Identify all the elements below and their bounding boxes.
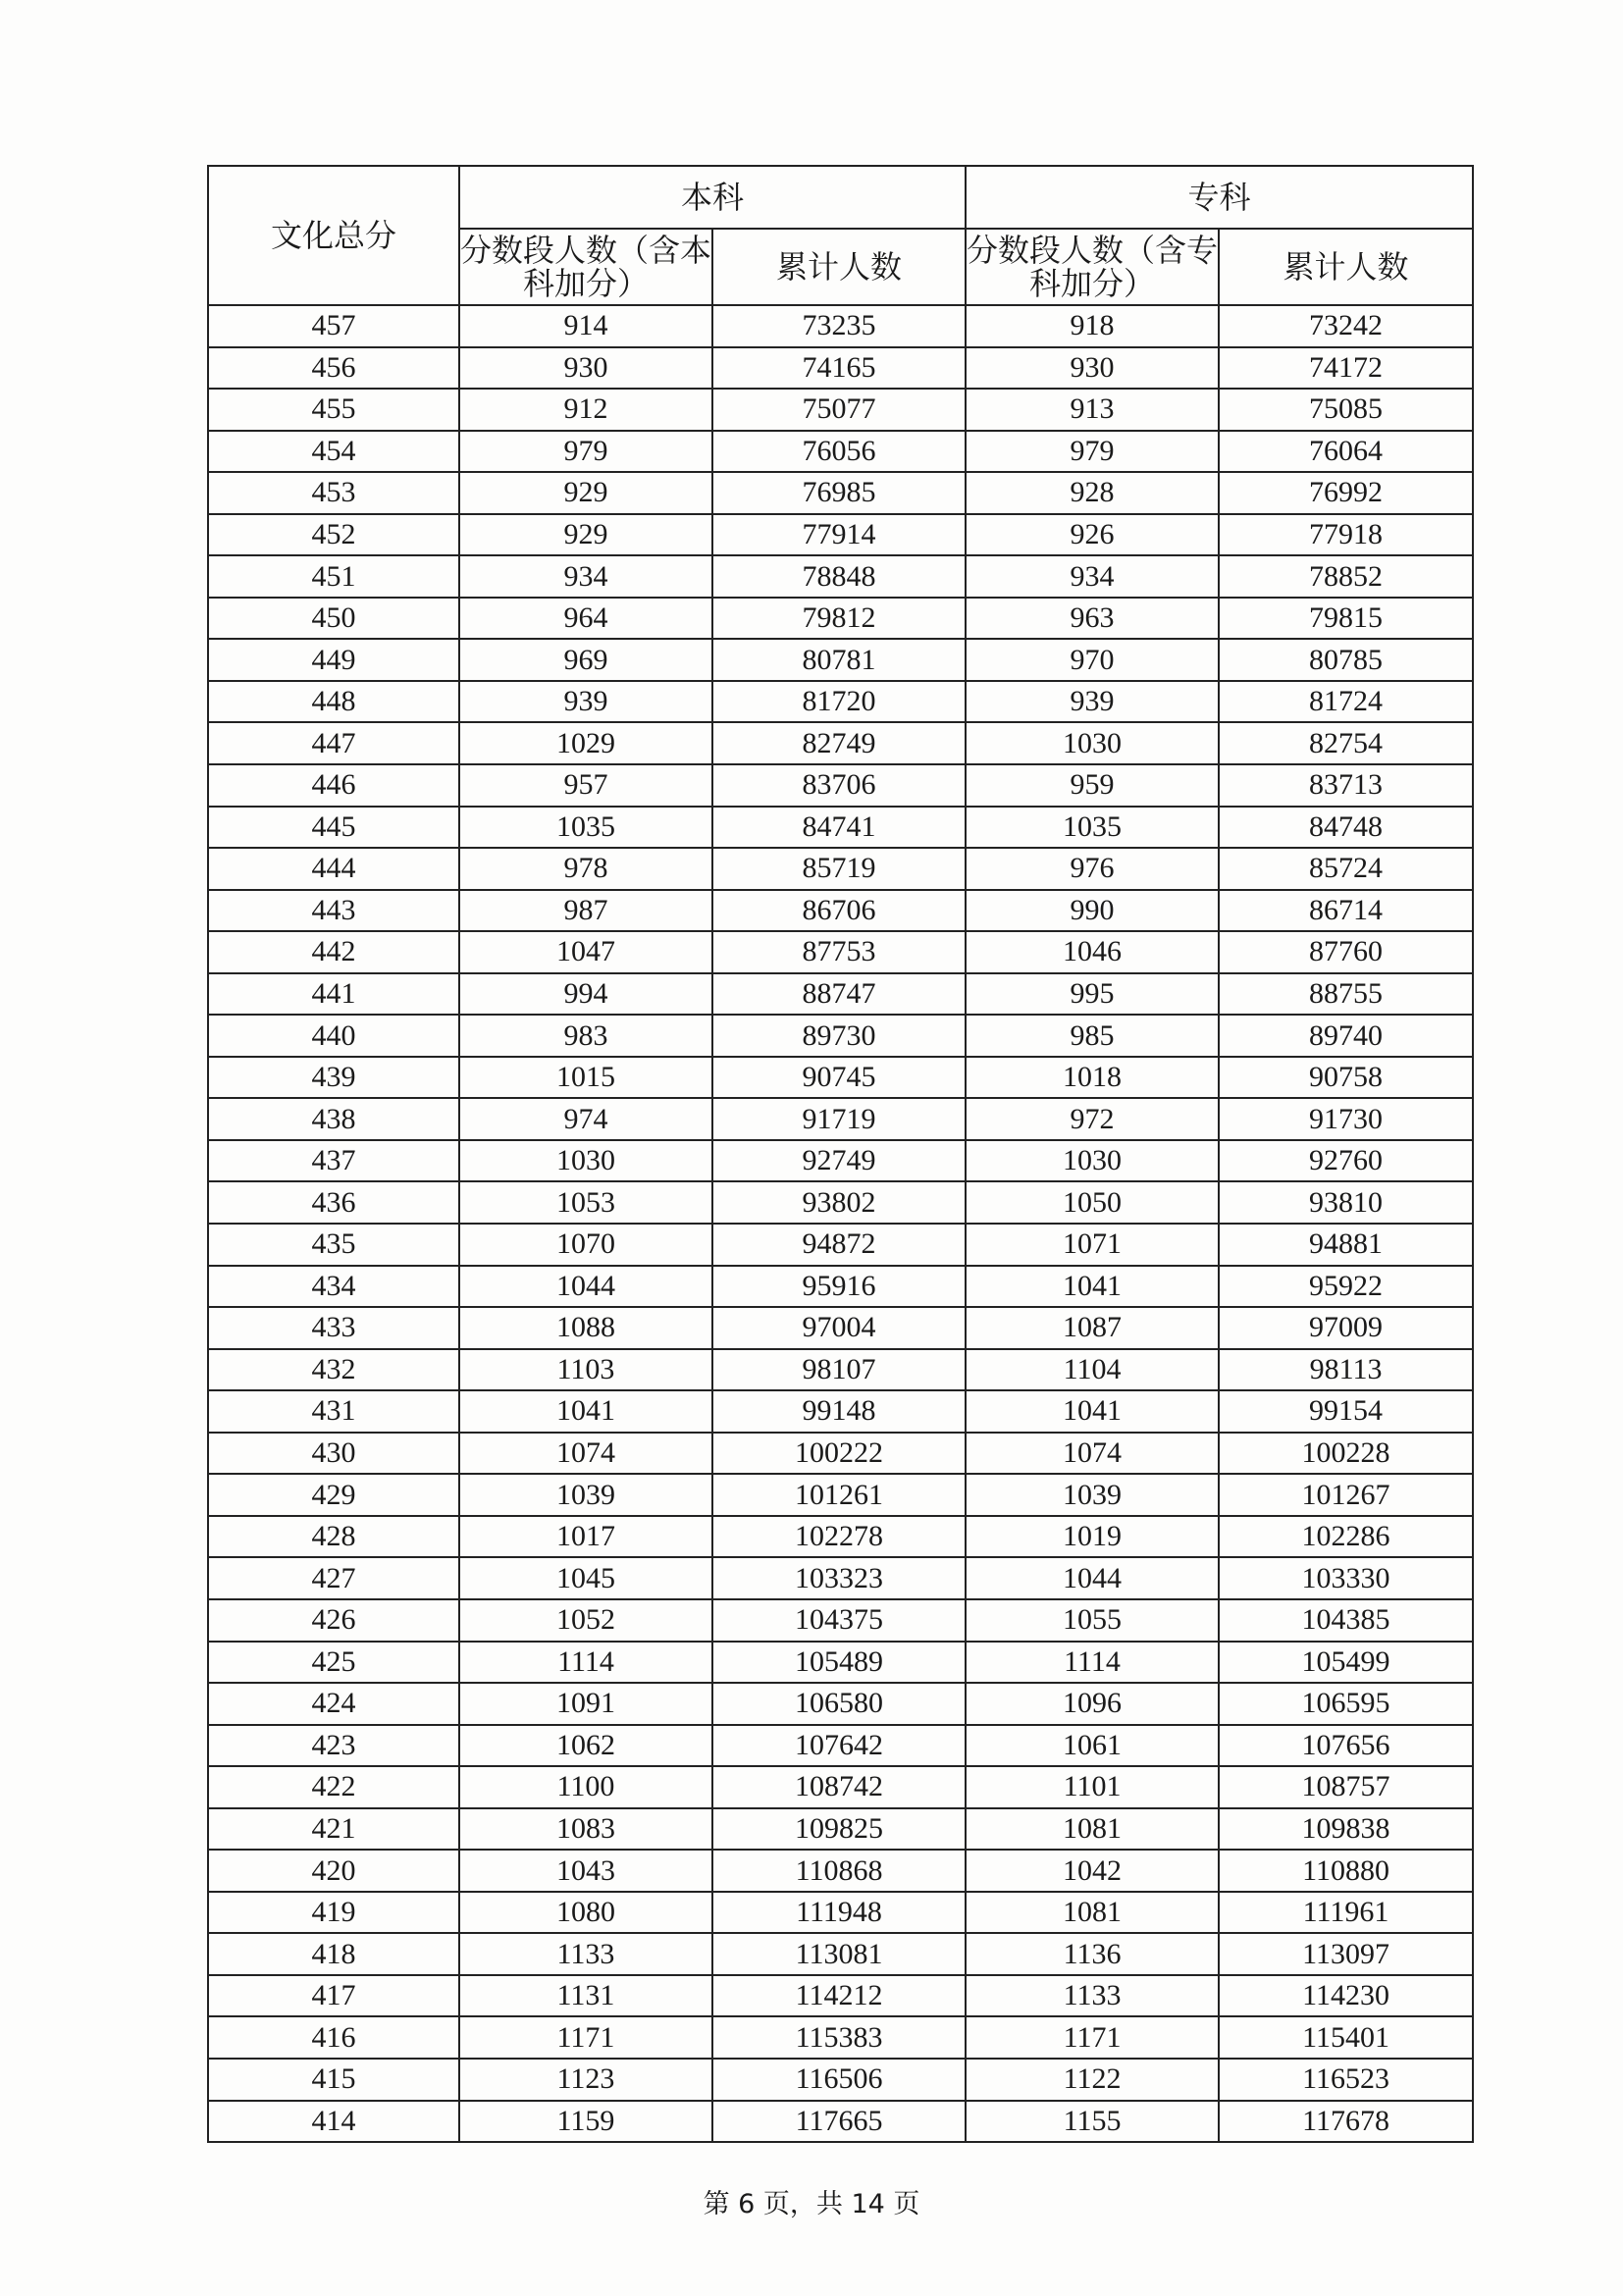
junior-college-cumulative-cell: 104385 (1219, 1599, 1473, 1642)
undergraduate-cumulative-cell: 79812 (712, 598, 966, 640)
junior-college-cumulative-cell: 87760 (1219, 931, 1473, 973)
undergraduate-cumulative-cell: 115383 (712, 2016, 966, 2059)
junior-college-count-cell: 1030 (966, 722, 1219, 764)
table-row (208, 431, 1473, 473)
junior-college-count-cell: 939 (966, 681, 1219, 723)
junior-college-cumulative-cell: 116523 (1219, 2059, 1473, 2101)
table-row (208, 681, 1473, 723)
junior-college-cumulative-cell: 89740 (1219, 1015, 1473, 1057)
table-row (208, 1015, 1473, 1057)
junior-college-count-cell: 1046 (966, 931, 1219, 973)
junior-college-count-cell: 1104 (966, 1349, 1219, 1391)
undergraduate-cumulative-cell: 104375 (712, 1599, 966, 1642)
junior-college-count-cell: 1136 (966, 1933, 1219, 1975)
undergraduate-cumulative-cell: 92749 (712, 1140, 966, 1182)
junior-college-count-cell: 1133 (966, 1975, 1219, 2017)
score-cell: 429 (208, 1474, 459, 1516)
score-cell: 453 (208, 472, 459, 514)
score-cell: 443 (208, 890, 459, 932)
junior-college-cumulative-cell: 102286 (1219, 1516, 1473, 1558)
table-row (208, 598, 1473, 640)
table-row (208, 1975, 1473, 2017)
junior-college-count-cell: 1019 (966, 1516, 1219, 1558)
score-cell: 424 (208, 1683, 459, 1725)
table-row (208, 1766, 1473, 1808)
junior-college-count-cell: 1081 (966, 1808, 1219, 1851)
undergraduate-count-cell: 1030 (459, 1140, 712, 1182)
table-row (208, 472, 1473, 514)
junior-college-cumulative-cell: 81724 (1219, 681, 1473, 723)
table-row (208, 1474, 1473, 1516)
junior-college-count-cell: 1074 (966, 1433, 1219, 1475)
score-cell: 455 (208, 389, 459, 431)
junior-college-cumulative-cell: 115401 (1219, 2016, 1473, 2059)
undergraduate-cumulative-cell: 97004 (712, 1307, 966, 1349)
junior-college-cumulative-cell: 76064 (1219, 431, 1473, 473)
junior-college-count-cell: 1050 (966, 1181, 1219, 1224)
undergraduate-count-cell: 983 (459, 1015, 712, 1057)
table-row (208, 1933, 1473, 1975)
junior-college-count-cell: 1081 (966, 1892, 1219, 1934)
header-junior-college-cumulative: 累计人数 (1219, 229, 1473, 305)
table-row (208, 2101, 1473, 2143)
undergraduate-cumulative-cell: 108742 (712, 1766, 966, 1808)
table-row (208, 305, 1473, 347)
junior-college-count-cell: 926 (966, 514, 1219, 556)
junior-college-cumulative-cell: 86714 (1219, 890, 1473, 932)
undergraduate-count-cell: 1045 (459, 1557, 712, 1599)
table-row (208, 1140, 1473, 1182)
table-row (208, 1642, 1473, 1684)
score-cell: 439 (208, 1057, 459, 1099)
score-cell: 435 (208, 1224, 459, 1266)
undergraduate-cumulative-cell: 76056 (712, 431, 966, 473)
junior-college-cumulative-cell: 98113 (1219, 1349, 1473, 1391)
junior-college-count-cell: 1035 (966, 807, 1219, 849)
undergraduate-cumulative-cell: 83706 (712, 764, 966, 807)
undergraduate-count-cell: 979 (459, 431, 712, 473)
score-cell: 448 (208, 681, 459, 723)
junior-college-cumulative-cell: 79815 (1219, 598, 1473, 640)
table-row (208, 1181, 1473, 1224)
junior-college-count-cell: 1041 (966, 1266, 1219, 1308)
junior-college-cumulative-cell: 103330 (1219, 1557, 1473, 1599)
table-row (208, 1892, 1473, 1934)
junior-college-cumulative-cell: 78852 (1219, 555, 1473, 598)
junior-college-count-cell: 930 (966, 347, 1219, 390)
undergraduate-count-cell: 914 (459, 305, 712, 347)
junior-college-count-cell: 1155 (966, 2101, 1219, 2143)
undergraduate-count-cell: 1133 (459, 1933, 712, 1975)
junior-college-cumulative-cell: 83713 (1219, 764, 1473, 807)
score-cell: 414 (208, 2101, 459, 2143)
junior-college-count-cell: 918 (966, 305, 1219, 347)
table-row (208, 1850, 1473, 1892)
junior-college-cumulative-cell: 75085 (1219, 389, 1473, 431)
score-cell: 441 (208, 973, 459, 1016)
undergraduate-count-cell: 930 (459, 347, 712, 390)
junior-college-count-cell: 1030 (966, 1140, 1219, 1182)
junior-college-count-cell: 934 (966, 555, 1219, 598)
score-cell: 447 (208, 722, 459, 764)
table-row (208, 555, 1473, 598)
junior-college-cumulative-cell: 77918 (1219, 514, 1473, 556)
junior-college-count-cell: 1171 (966, 2016, 1219, 2059)
table-row (208, 931, 1473, 973)
score-cell: 449 (208, 639, 459, 681)
junior-college-cumulative-cell: 108757 (1219, 1766, 1473, 1808)
undergraduate-count-cell: 1062 (459, 1725, 712, 1767)
undergraduate-cumulative-cell: 86706 (712, 890, 966, 932)
junior-college-cumulative-cell: 99154 (1219, 1390, 1473, 1433)
score-cell: 433 (208, 1307, 459, 1349)
undergraduate-cumulative-cell: 80781 (712, 639, 966, 681)
score-cell: 427 (208, 1557, 459, 1599)
undergraduate-count-cell: 1035 (459, 807, 712, 849)
score-cell: 425 (208, 1642, 459, 1684)
junior-college-cumulative-cell: 105499 (1219, 1642, 1473, 1684)
undergraduate-cumulative-cell: 116506 (712, 2059, 966, 2101)
undergraduate-cumulative-cell: 109825 (712, 1808, 966, 1851)
undergraduate-cumulative-cell: 117665 (712, 2101, 966, 2143)
junior-college-cumulative-cell: 117678 (1219, 2101, 1473, 2143)
score-cell: 454 (208, 431, 459, 473)
junior-college-cumulative-cell: 109838 (1219, 1808, 1473, 1851)
undergraduate-count-cell: 987 (459, 890, 712, 932)
junior-college-count-cell: 995 (966, 973, 1219, 1016)
table-row (208, 1725, 1473, 1767)
score-cell: 432 (208, 1349, 459, 1391)
junior-college-cumulative-cell: 95922 (1219, 1266, 1473, 1308)
score-cell: 416 (208, 2016, 459, 2059)
undergraduate-count-cell: 1123 (459, 2059, 712, 2101)
undergraduate-cumulative-cell: 101261 (712, 1474, 966, 1516)
junior-college-cumulative-cell: 106595 (1219, 1683, 1473, 1725)
junior-college-count-cell: 1018 (966, 1057, 1219, 1099)
undergraduate-cumulative-cell: 106580 (712, 1683, 966, 1725)
undergraduate-count-cell: 929 (459, 472, 712, 514)
header-undergraduate-count: 分数段人数（含本科加分） (459, 229, 712, 305)
score-cell: 442 (208, 931, 459, 973)
undergraduate-cumulative-cell: 98107 (712, 1349, 966, 1391)
junior-college-cumulative-cell: 94881 (1219, 1224, 1473, 1266)
header-total-score: 文化总分 (208, 166, 459, 305)
table-row (208, 1349, 1473, 1391)
undergraduate-cumulative-cell: 77914 (712, 514, 966, 556)
undergraduate-count-cell: 929 (459, 514, 712, 556)
junior-college-count-cell: 1042 (966, 1850, 1219, 1892)
score-cell: 438 (208, 1098, 459, 1140)
undergraduate-count-cell: 1047 (459, 931, 712, 973)
undergraduate-count-cell: 1114 (459, 1642, 712, 1684)
junior-college-count-cell: 913 (966, 389, 1219, 431)
undergraduate-cumulative-cell: 94872 (712, 1224, 966, 1266)
undergraduate-cumulative-cell: 114212 (712, 1975, 966, 2017)
junior-college-cumulative-cell: 111961 (1219, 1892, 1473, 1934)
header-undergraduate: 本科 (459, 166, 966, 229)
undergraduate-cumulative-cell: 95916 (712, 1266, 966, 1308)
junior-college-count-cell: 1041 (966, 1390, 1219, 1433)
undergraduate-count-cell: 1052 (459, 1599, 712, 1642)
undergraduate-cumulative-cell: 81720 (712, 681, 966, 723)
page-number: 第 6 页，共 14 页 (703, 2189, 920, 2219)
score-cell: 456 (208, 347, 459, 390)
undergraduate-count-cell: 1074 (459, 1433, 712, 1475)
junior-college-cumulative-cell: 73242 (1219, 305, 1473, 347)
table-row (208, 1307, 1473, 1349)
junior-college-count-cell: 1039 (966, 1474, 1219, 1516)
undergraduate-count-cell: 939 (459, 681, 712, 723)
junior-college-cumulative-cell: 82754 (1219, 722, 1473, 764)
table-row (208, 1098, 1473, 1140)
table-row (208, 1516, 1473, 1558)
undergraduate-count-cell: 1043 (459, 1850, 712, 1892)
undergraduate-cumulative-cell: 88747 (712, 973, 966, 1016)
score-cell: 428 (208, 1516, 459, 1558)
undergraduate-count-cell: 1159 (459, 2101, 712, 2143)
junior-college-count-cell: 959 (966, 764, 1219, 807)
undergraduate-cumulative-cell: 78848 (712, 555, 966, 598)
table-row (208, 639, 1473, 681)
junior-college-cumulative-cell: 90758 (1219, 1057, 1473, 1099)
table-row (208, 1683, 1473, 1725)
undergraduate-count-cell: 1080 (459, 1892, 712, 1934)
undergraduate-cumulative-cell: 87753 (712, 931, 966, 973)
undergraduate-cumulative-cell: 102278 (712, 1516, 966, 1558)
undergraduate-cumulative-cell: 73235 (712, 305, 966, 347)
table-row (208, 973, 1473, 1016)
score-cell: 431 (208, 1390, 459, 1433)
score-cell: 437 (208, 1140, 459, 1182)
undergraduate-cumulative-cell: 82749 (712, 722, 966, 764)
table-row (208, 1433, 1473, 1475)
junior-college-count-cell: 990 (966, 890, 1219, 932)
undergraduate-cumulative-cell: 103323 (712, 1557, 966, 1599)
undergraduate-cumulative-cell: 76985 (712, 472, 966, 514)
junior-college-cumulative-cell: 114230 (1219, 1975, 1473, 2017)
table-row (208, 2059, 1473, 2101)
undergraduate-count-cell: 978 (459, 848, 712, 890)
table-row (208, 1266, 1473, 1308)
junior-college-count-cell: 985 (966, 1015, 1219, 1057)
junior-college-cumulative-cell: 113097 (1219, 1933, 1473, 1975)
undergraduate-count-cell: 1015 (459, 1057, 712, 1099)
undergraduate-count-cell: 1088 (459, 1307, 712, 1349)
undergraduate-cumulative-cell: 91719 (712, 1098, 966, 1140)
undergraduate-count-cell: 1053 (459, 1181, 712, 1224)
junior-college-count-cell: 979 (966, 431, 1219, 473)
undergraduate-cumulative-cell: 90745 (712, 1057, 966, 1099)
undergraduate-count-cell: 969 (459, 639, 712, 681)
undergraduate-cumulative-cell: 75077 (712, 389, 966, 431)
table-row (208, 1390, 1473, 1433)
junior-college-count-cell: 970 (966, 639, 1219, 681)
score-cell: 457 (208, 305, 459, 347)
undergraduate-count-cell: 1039 (459, 1474, 712, 1516)
undergraduate-count-cell: 1171 (459, 2016, 712, 2059)
undergraduate-count-cell: 1100 (459, 1766, 712, 1808)
undergraduate-cumulative-cell: 105489 (712, 1642, 966, 1684)
undergraduate-count-cell: 912 (459, 389, 712, 431)
undergraduate-count-cell: 994 (459, 973, 712, 1016)
score-cell: 422 (208, 1766, 459, 1808)
table-header (208, 166, 1473, 305)
junior-college-cumulative-cell: 80785 (1219, 639, 1473, 681)
undergraduate-count-cell: 974 (459, 1098, 712, 1140)
undergraduate-cumulative-cell: 110868 (712, 1850, 966, 1892)
undergraduate-cumulative-cell: 107642 (712, 1725, 966, 1767)
table-row (208, 1224, 1473, 1266)
undergraduate-count-cell: 957 (459, 764, 712, 807)
undergraduate-count-cell: 1070 (459, 1224, 712, 1266)
junior-college-count-cell: 1096 (966, 1683, 1219, 1725)
junior-college-cumulative-cell: 76992 (1219, 472, 1473, 514)
junior-college-cumulative-cell: 110880 (1219, 1850, 1473, 1892)
undergraduate-cumulative-cell: 84741 (712, 807, 966, 849)
score-cell: 445 (208, 807, 459, 849)
undergraduate-count-cell: 1103 (459, 1349, 712, 1391)
score-cell: 434 (208, 1266, 459, 1308)
junior-college-cumulative-cell: 85724 (1219, 848, 1473, 890)
score-cell: 426 (208, 1599, 459, 1642)
table-row (208, 2016, 1473, 2059)
undergraduate-count-cell: 1044 (459, 1266, 712, 1308)
score-cell: 452 (208, 514, 459, 556)
undergraduate-cumulative-cell: 74165 (712, 347, 966, 390)
undergraduate-cumulative-cell: 100222 (712, 1433, 966, 1475)
score-cell: 450 (208, 598, 459, 640)
junior-college-cumulative-cell: 93810 (1219, 1181, 1473, 1224)
junior-college-count-cell: 1071 (966, 1224, 1219, 1266)
junior-college-cumulative-cell: 97009 (1219, 1307, 1473, 1349)
junior-college-count-cell: 972 (966, 1098, 1219, 1140)
junior-college-count-cell: 1122 (966, 2059, 1219, 2101)
score-cell: 415 (208, 2059, 459, 2101)
header-junior-college-count: 分数段人数（含专科加分） (966, 229, 1219, 305)
undergraduate-cumulative-cell: 85719 (712, 848, 966, 890)
junior-college-cumulative-cell: 74172 (1219, 347, 1473, 390)
score-cell: 420 (208, 1850, 459, 1892)
score-cell: 421 (208, 1808, 459, 1851)
undergraduate-count-cell: 1017 (459, 1516, 712, 1558)
header-junior-college: 专科 (966, 166, 1473, 229)
table-body (208, 305, 1473, 2142)
table-row (208, 347, 1473, 390)
junior-college-cumulative-cell: 88755 (1219, 973, 1473, 1016)
score-cell: 440 (208, 1015, 459, 1057)
undergraduate-count-cell: 1083 (459, 1808, 712, 1851)
score-cell: 423 (208, 1725, 459, 1767)
table-row (208, 389, 1473, 431)
junior-college-count-cell: 928 (966, 472, 1219, 514)
junior-college-count-cell: 1087 (966, 1307, 1219, 1349)
junior-college-cumulative-cell: 91730 (1219, 1098, 1473, 1140)
score-cell: 436 (208, 1181, 459, 1224)
score-cell: 446 (208, 764, 459, 807)
score-cell: 419 (208, 1892, 459, 1934)
undergraduate-count-cell: 1041 (459, 1390, 712, 1433)
junior-college-cumulative-cell: 101267 (1219, 1474, 1473, 1516)
junior-college-cumulative-cell: 92760 (1219, 1140, 1473, 1182)
score-cell: 417 (208, 1975, 459, 2017)
score-cell: 451 (208, 555, 459, 598)
table-row (208, 764, 1473, 807)
junior-college-count-cell: 963 (966, 598, 1219, 640)
undergraduate-cumulative-cell: 111948 (712, 1892, 966, 1934)
undergraduate-cumulative-cell: 93802 (712, 1181, 966, 1224)
junior-college-count-cell: 1101 (966, 1766, 1219, 1808)
table-row (208, 514, 1473, 556)
undergraduate-cumulative-cell: 113081 (712, 1933, 966, 1975)
undergraduate-count-cell: 934 (459, 555, 712, 598)
score-cell: 430 (208, 1433, 459, 1475)
table-row (208, 890, 1473, 932)
undergraduate-count-cell: 1131 (459, 1975, 712, 2017)
score-distribution-table (207, 165, 1474, 2143)
junior-college-count-cell: 1055 (966, 1599, 1219, 1642)
score-cell: 418 (208, 1933, 459, 1975)
junior-college-count-cell: 976 (966, 848, 1219, 890)
junior-college-count-cell: 1061 (966, 1725, 1219, 1767)
header-undergraduate-cumulative: 累计人数 (712, 229, 966, 305)
table-row (208, 1557, 1473, 1599)
junior-college-count-cell: 1044 (966, 1557, 1219, 1599)
undergraduate-cumulative-cell: 99148 (712, 1390, 966, 1433)
score-cell: 444 (208, 848, 459, 890)
table-row (208, 1808, 1473, 1851)
table-row (208, 1057, 1473, 1099)
junior-college-cumulative-cell: 107656 (1219, 1725, 1473, 1767)
undergraduate-count-cell: 1029 (459, 722, 712, 764)
junior-college-cumulative-cell: 84748 (1219, 807, 1473, 849)
table-row (208, 1599, 1473, 1642)
junior-college-cumulative-cell: 100228 (1219, 1433, 1473, 1475)
junior-college-count-cell: 1114 (966, 1642, 1219, 1684)
undergraduate-count-cell: 1091 (459, 1683, 712, 1725)
undergraduate-cumulative-cell: 89730 (712, 1015, 966, 1057)
table-row (208, 722, 1473, 764)
table-row (208, 848, 1473, 890)
undergraduate-count-cell: 964 (459, 598, 712, 640)
table-row (208, 807, 1473, 849)
